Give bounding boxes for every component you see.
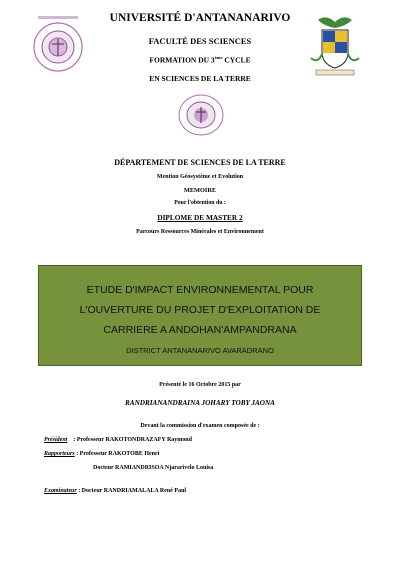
- title-line-1: ETUDE D'IMPACT ENVIRONNEMENTAL POUR: [86, 284, 314, 296]
- rapporteur-1: : Professeur RAKOTOBE Henri: [74, 451, 160, 457]
- thesis-title-box: [38, 265, 362, 366]
- formation-cycle: [0, 55, 400, 65]
- title-line-2: L'OUVERTURE DU PROJET D'EXPLOITATION DE: [79, 304, 321, 316]
- president-role: Président: [44, 437, 68, 443]
- title-line-3: CARRIERE A ANDOHAN'AMPANDRANA: [103, 324, 297, 336]
- presentation-date: Présenté le 16 Octobre 2015 par: [159, 382, 241, 388]
- parcours-label: Parcours Ressources Minérales et Environnement: [136, 229, 264, 235]
- mention: Mention Géosystème et Evolution: [156, 174, 244, 180]
- jury-rapporteurs: [44, 451, 159, 457]
- university-name: UNIVERSITÉ D'ANTANANARIVO: [109, 12, 291, 24]
- district-subtitle: DISTRICT ANTANANARIVO AVARADRANO: [126, 346, 274, 355]
- rapporteurs-role: Rapporteurs: [44, 451, 75, 457]
- president-name: : Professeur RAKOTONDRAZAFY Raymond: [67, 437, 192, 443]
- formation-superscript: ème: [214, 55, 223, 60]
- jury-president: [44, 437, 192, 443]
- rapporteur-2: Docteur RAMIANDRISOA Njararivelo Louisa: [93, 465, 214, 471]
- formation-suffix: CYCLE: [222, 55, 251, 65]
- earth-sciences-heading: EN SCIENCES DE LA TERRE: [149, 74, 251, 83]
- department-name: DÉPARTEMENT DE SCIENCES DE LA TERRE: [114, 158, 286, 167]
- department-seal-icon: [176, 92, 226, 138]
- obtention-label: Pour l'obtention du :: [174, 200, 226, 206]
- commission-intro: Devant la commission d'examen composée de :: [140, 423, 260, 429]
- jury-examinateur: [44, 488, 186, 494]
- formation-prefix: FORMATION DU 3: [149, 55, 215, 65]
- diploma-label: DIPLOME DE MASTER 2: [157, 213, 243, 222]
- examinateur-name: : Docteur RANDRIAMALALA René Paul: [76, 488, 187, 494]
- examinateur-role: Examinateur: [44, 488, 77, 494]
- memoire-label: MEMOIRE: [183, 187, 217, 194]
- author-name: RANDRIANANDRAINA JOHARY TOBY JAONA: [125, 399, 275, 407]
- faculty-name: FACULTÉ DES SCIENCES: [148, 36, 252, 46]
